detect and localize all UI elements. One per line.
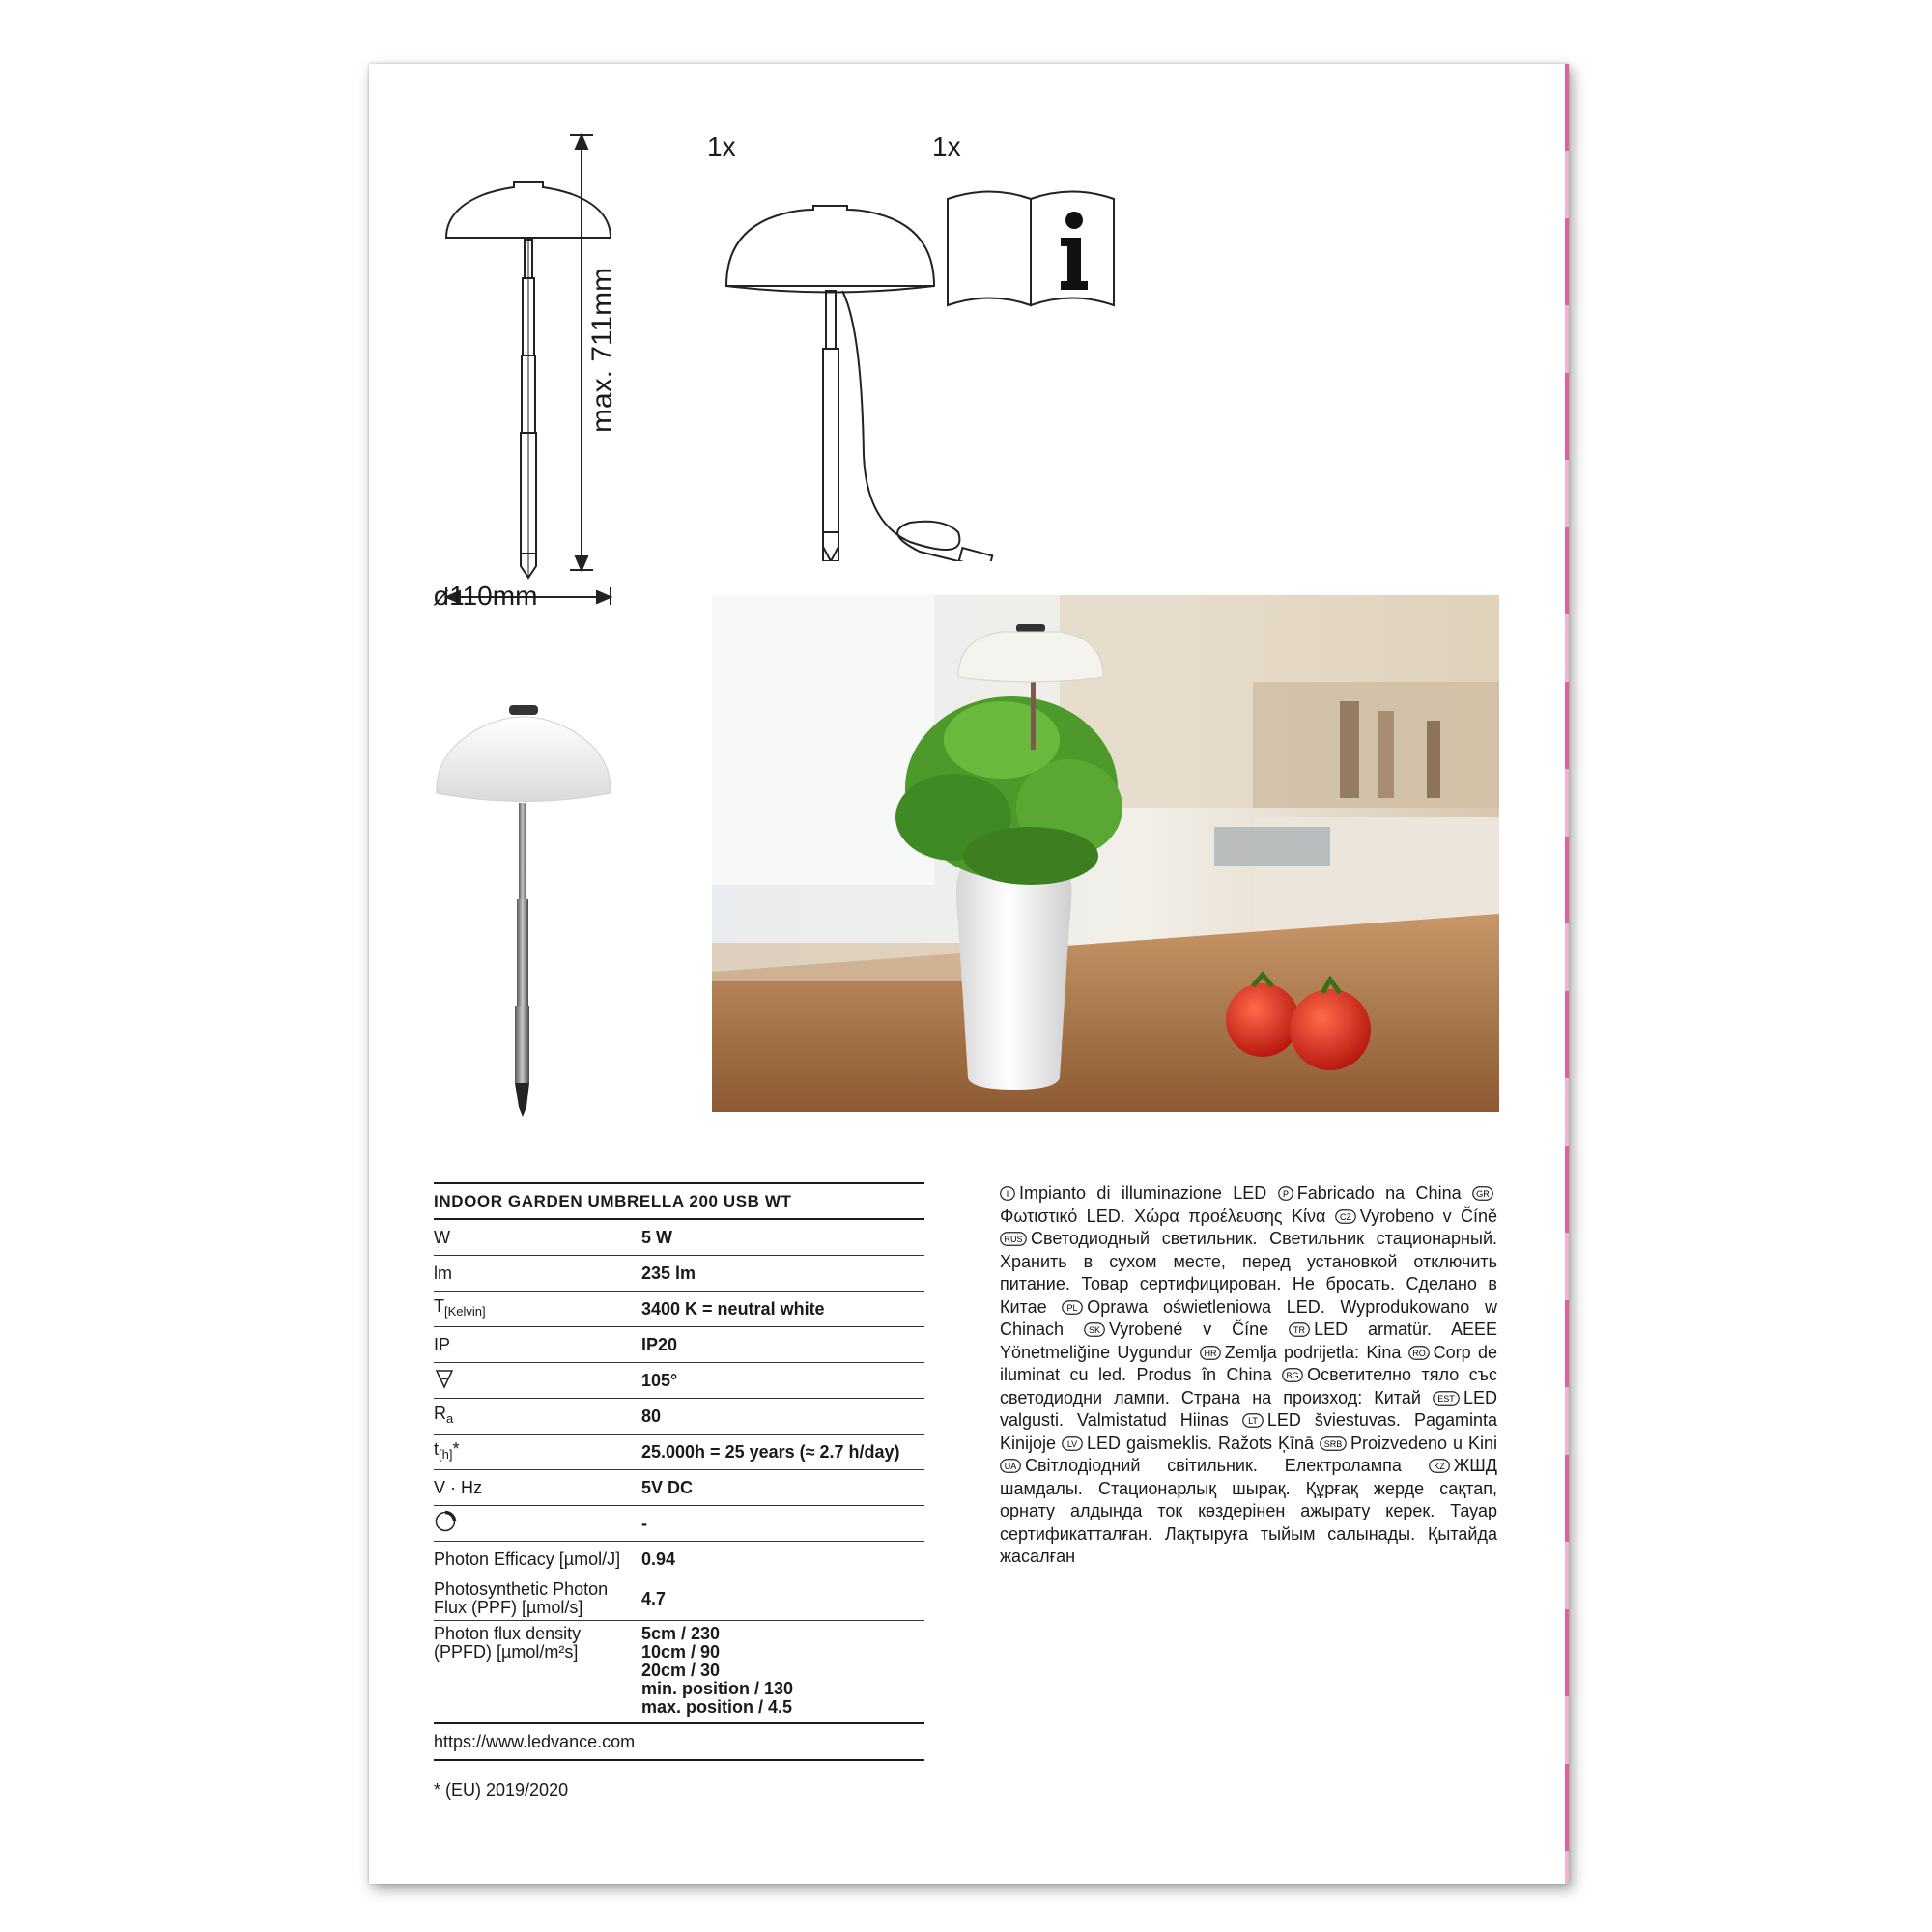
country-code: LT — [1247, 1416, 1258, 1426]
country-code-badge — [1429, 1459, 1450, 1473]
spec-key: Photosynthetic Photon Flux (PPF) [µmol/s] — [434, 1579, 609, 1617]
notice-text: LED gaismeklis. Ražots Ķīnā — [1087, 1433, 1320, 1453]
country-code-badge — [1062, 1436, 1083, 1451]
country-code: EST — [1437, 1393, 1455, 1404]
spec-key — [434, 1510, 641, 1537]
height-label: max. 711mm — [586, 267, 618, 433]
spec-value: 25.000h = 25 years (≈ 2.7 h/day) — [641, 1441, 900, 1462]
spec-row-lifetime — [434, 1435, 924, 1470]
notice-text: Fabricado na China — [1296, 1183, 1472, 1203]
notice-text: LED armatür. AEEE Yönetmeliğine Uygundur — [1000, 1320, 1497, 1362]
country-code: RUS — [1004, 1235, 1023, 1244]
ppfd-value: 20cm / 30 — [641, 1661, 721, 1680]
diameter-label: ø110mm — [433, 581, 538, 611]
country-code-badge — [1320, 1436, 1347, 1451]
spec-value: 5 W — [641, 1227, 673, 1247]
spec-key: $t_{[h]}*$ — [434, 1439, 460, 1462]
notice-text: LED valgusti. Valmistatud Hiinas — [1000, 1387, 1497, 1430]
country-code: CZ — [1339, 1211, 1351, 1222]
spec-row-color-temp — [434, 1292, 924, 1327]
spec-row-beam-angle — [434, 1363, 924, 1399]
spec-row-ip — [434, 1327, 924, 1363]
spec-value: 235 lm — [641, 1263, 696, 1283]
notice-text: Proizvedeno u Kini — [1350, 1433, 1498, 1453]
notice-text: Zemlja podrijetla: Kina — [1224, 1342, 1408, 1362]
spec-value: 0.94 — [641, 1548, 676, 1569]
country-code: P — [1282, 1189, 1289, 1199]
country-code-badge — [1278, 1186, 1293, 1201]
ppfd-value: min. position / 130 — [641, 1679, 794, 1698]
datasheet-page — [369, 64, 1569, 1884]
spec-key: $R_a$ — [434, 1404, 454, 1426]
spec-row-photon-efficacy — [434, 1542, 924, 1577]
country-code-badge — [1000, 1459, 1021, 1473]
country-code: SRB — [1323, 1438, 1343, 1449]
product-render — [427, 682, 620, 1117]
notice-text: Vyrobeno v Číně — [1359, 1206, 1497, 1226]
spec-key — [434, 1368, 641, 1393]
spec-value: - — [641, 1513, 647, 1533]
spec-key: $T_{[Kelvin]}$ — [434, 1296, 486, 1319]
spec-key: IP — [434, 1334, 451, 1354]
spec-key: lm — [434, 1263, 452, 1283]
country-code-badge — [1062, 1300, 1083, 1315]
lamp-quantity: 1x — [707, 131, 736, 161]
page-edge-strip — [1565, 64, 1569, 1884]
country-code: RO — [1411, 1348, 1426, 1358]
country-code-badge — [1242, 1413, 1264, 1428]
manufacturer-url[interactable]: https://www.ledvance.com — [434, 1724, 924, 1761]
spec-row-dimmable — [434, 1506, 924, 1542]
notice-text: Corp de iluminat cu led. Produs în China — [1000, 1342, 1497, 1384]
country-code-badge — [1000, 1186, 1015, 1201]
notice-text: ЖШД шамдалы. Стационарлық шырақ. Құрғақ жерде сақтап, орнату алдында ток көздерінен ажырату керек. Тауар сертификатталған. Лақтыруға тыйым салынады. Қытайда жасалған — [1000, 1456, 1497, 1566]
country-code-badge — [1472, 1186, 1493, 1201]
footnote: * (EU) 2019/2020 — [434, 1780, 569, 1800]
notice-text: Осветително тяло със светодиодни лампи. Страна на произход: Китай — [1000, 1365, 1497, 1407]
spec-value: IP20 — [641, 1334, 678, 1354]
spec-key: V · Hz — [434, 1477, 483, 1497]
spec-table — [434, 1182, 924, 1801]
notice-text: Vyrobené v Číne — [1108, 1320, 1290, 1339]
country-code-badge — [1335, 1209, 1356, 1224]
manual-icon — [946, 170, 1120, 315]
spec-row-watt — [434, 1220, 924, 1256]
spec-row-ppfd — [434, 1621, 924, 1724]
spec-row-ppf — [434, 1577, 924, 1621]
spec-row-cri — [434, 1399, 924, 1435]
country-code: LV — [1066, 1438, 1078, 1449]
multilingual-notice — [1000, 1182, 1497, 1569]
country-code: BG — [1286, 1371, 1299, 1380]
spec-value: 4.7 — [641, 1588, 667, 1608]
notice-text: Світлодіодний світильник. Електролампа — [1025, 1456, 1429, 1475]
notice-text: Светодиодный светильник. Светильник стационарный. Хранить в сухом месте, перед установкой отключить питание. Товар сертифицирован. Не бросать. Сделано в Китае — [1000, 1229, 1497, 1317]
product-photo — [712, 595, 1499, 1112]
country-code: I — [1006, 1189, 1009, 1199]
spec-key: Photon flux density (PPFD) [µmol/m²s] — [434, 1624, 582, 1662]
ppfd-value: 10cm / 90 — [641, 1642, 721, 1662]
spec-value: 5V DC — [641, 1477, 694, 1497]
ppfd-value: 5cm / 230 — [641, 1624, 721, 1643]
notice-text: LED šviestuvas. Pagaminta Kinijoje — [1000, 1410, 1497, 1453]
country-code: TR — [1293, 1325, 1306, 1335]
country-code: PL — [1066, 1302, 1078, 1313]
country-code-badge — [1200, 1346, 1221, 1360]
country-code-badge — [1408, 1346, 1430, 1360]
country-code: KZ — [1433, 1462, 1445, 1471]
spec-key: W — [434, 1227, 450, 1247]
spec-value: 3400 K = neutral white — [641, 1298, 825, 1319]
spec-key: Photon Efficacy [µmol/J] — [434, 1548, 621, 1569]
dimension-drawing — [427, 122, 659, 605]
country-code: HR — [1204, 1348, 1217, 1358]
spec-row-lumen — [434, 1256, 924, 1292]
country-code-badge — [1433, 1391, 1460, 1406]
spec-value-list — [641, 1625, 924, 1717]
spec-value: 80 — [641, 1406, 662, 1426]
country-code: UA — [1004, 1462, 1017, 1471]
manual-quantity: 1x — [932, 131, 961, 161]
country-code-badge — [1000, 1232, 1027, 1246]
beam-angle-icon — [434, 1368, 455, 1389]
dimmer-icon — [434, 1510, 457, 1533]
country-code: GR — [1476, 1189, 1490, 1199]
country-code-badge — [1282, 1368, 1303, 1382]
notice-text: Φωτιστικό LED. Χώρα προέλευσης Κίνα — [1000, 1206, 1335, 1226]
ppfd-value: max. position / 4.5 — [641, 1697, 793, 1717]
notice-text: Impianto di illuminazione LED — [1019, 1183, 1278, 1203]
product-name: INDOOR GARDEN UMBRELLA 200 USB WT — [434, 1182, 924, 1220]
spec-value: 105° — [641, 1370, 678, 1390]
spec-row-voltage — [434, 1470, 924, 1506]
country-code-badge — [1289, 1322, 1310, 1337]
country-code: SK — [1088, 1325, 1100, 1335]
notice-text: Oprawa oświetleniowa LED. Wyprodukowano w Chinach — [1000, 1296, 1497, 1339]
country-code-badge — [1084, 1322, 1105, 1337]
